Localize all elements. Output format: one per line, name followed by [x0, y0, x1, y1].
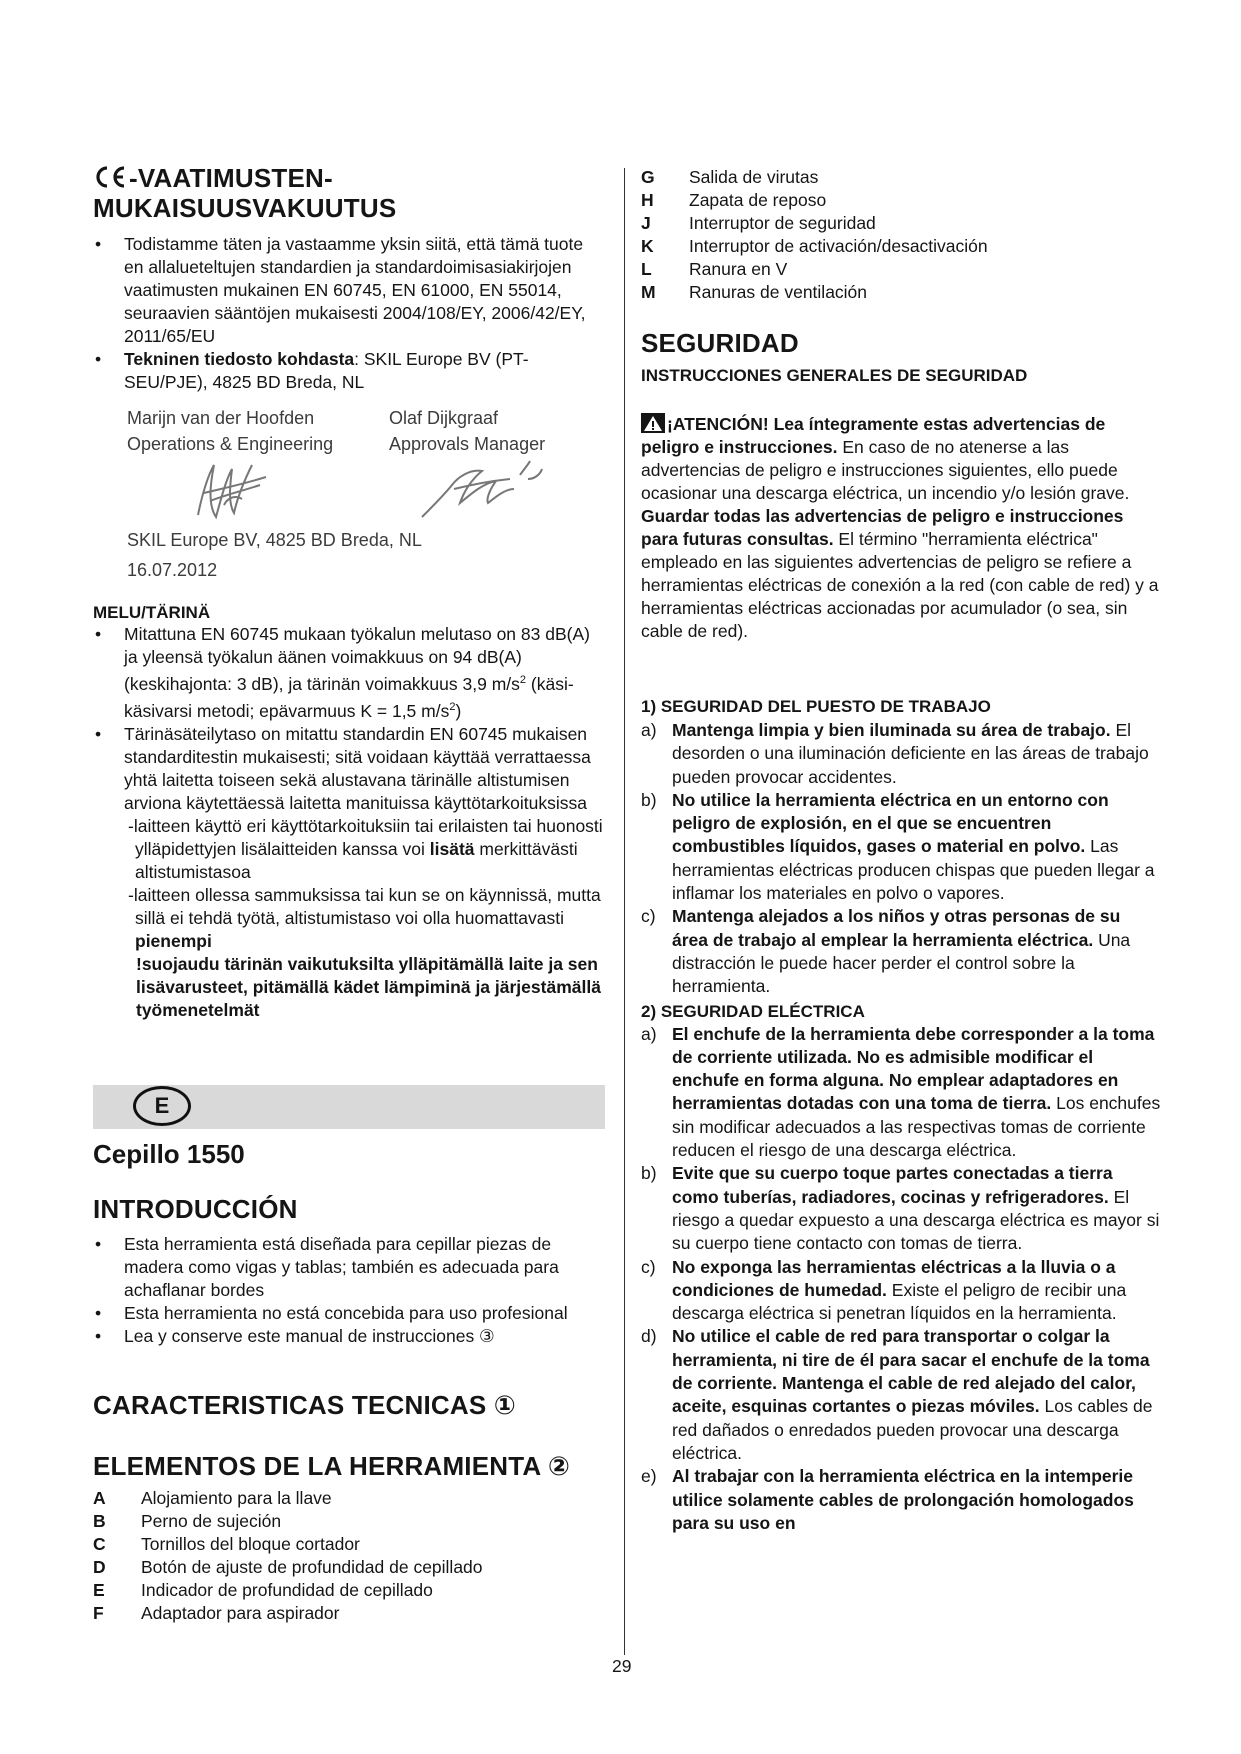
safety-item: b) Evite que su cuerpo toque partes conectadas a tierra como tuberías, radiadores, cocinas y refrigeradores. El riesgo a quedar expuesto a una descarga eléctrica es mayor si su cuerpo tiene contacto con tomas de tierra.	[641, 1163, 1160, 1254]
safety-subtitle: INSTRUCCIONES GENERALES DE SEGURIDAD	[641, 366, 1028, 385]
ce-mark-icon	[93, 165, 129, 189]
declaration-bullets	[93, 233, 605, 394]
column-divider	[624, 168, 625, 1655]
part-label: Salida de virutas	[689, 167, 819, 187]
part-key: K	[641, 236, 654, 256]
part-label: Interruptor de seguridad	[689, 213, 876, 233]
safety-item: c) No exponga las herramientas eléctricas a la lluvia o a condiciones de humedad. Existe el peligro de recibir una descarga eléctrica si penetran líquidos en la herramienta.	[641, 1256, 1127, 1324]
signatory-1-role: Operations & Engineering	[127, 434, 334, 454]
part-key: E	[93, 1580, 105, 1600]
part-label: Adaptador para aspirador	[141, 1603, 340, 1623]
section-2-title: 2) SEGURIDAD ELÉCTRICA	[641, 1001, 865, 1021]
part-label: Interruptor de activación/desactivación	[689, 236, 988, 256]
intro-title: INTRODUCCIÓN	[93, 1194, 298, 1224]
declaration-bullet: • Tekninen tiedosto kohdasta: SKIL Europe BV (PT-SEU/PJE), 4825 BD Breda, NL	[93, 348, 605, 394]
signatory-2	[389, 405, 545, 457]
section-1-title: 1) SEGURIDAD DEL PUESTO DE TRABAJO	[641, 697, 991, 716]
part-key: A	[93, 1488, 106, 1508]
elements-title: ELEMENTOS DE LA HERRAMIENTA ②	[93, 1451, 571, 1481]
intro-bullet: • Lea y conserve este manual de instrucciones ③	[93, 1325, 605, 1348]
signature-company: SKIL Europe BV, 4825 BD Breda, NL	[127, 530, 422, 550]
safety-title: SEGURIDAD	[641, 328, 799, 358]
signatory-2-name: Olaf Dijkgraaf	[389, 408, 499, 428]
safety-warning: ¡ATENCIÓN! Lea íntegramente estas advertencias de peligro e instrucciones. En caso de no atenerse a las advertencias de peligro e instrucciones siguientes, ello puede ocasionar una descarga eléctrica, un incendio y/o lesión grave. Guardar todas las advertencias de peligro e instrucciones para futuras consultas. El término "herramienta eléctrica" empleado en las siguientes advertencias de peligro se refiere a herramientas eléctricas de conexión a la red (con cable de red) y a herramientas eléctricas accionadas por acumulador (o sea, sin cable de red).	[641, 414, 1159, 641]
ce-mark	[93, 163, 129, 193]
part-key: M	[641, 282, 656, 302]
part-label: Tornillos del bloque cortador	[141, 1534, 360, 1554]
page-number: 29	[612, 1656, 632, 1676]
safety-item: c) Mantenga alejados a los niños y otras personas de su área de trabajo al emplear la herramienta eléctrica. Una distracción le puede hacer perder el control sobre la herramienta.	[641, 906, 1131, 997]
part-label: Botón de ajuste de profundidad de cepillado	[141, 1557, 483, 1577]
noise-section	[93, 603, 605, 1022]
signatory-1-name: Marijn van der Hoofden	[127, 408, 315, 428]
part-key: B	[93, 1511, 106, 1531]
intro-bullets	[93, 1233, 605, 1348]
safety-item: d) No utilice el cable de red para transportar o colgar la herramienta, ni tire de él para sacar el enchufe de la toma de corriente. Mantenga el cable de red alejado del calor, aceite, esquinas cortantes o piezas móviles. Los cables de red dañados o enredados pueden provocar una descarga eléctrica.	[641, 1326, 1153, 1463]
intro-bullet: • Esta herramienta no está concebida para uso profesional	[93, 1302, 605, 1325]
safety-item: e) Al trabajar con la herramienta eléctrica en la intemperie utilice solamente cables de prolongación homologados para su uso en	[641, 1466, 1134, 1533]
signature-2-image	[410, 455, 550, 525]
part-key: H	[641, 190, 654, 210]
signature-date: 16.07.2012	[127, 560, 218, 580]
part-key: C	[93, 1534, 106, 1554]
part-key: G	[641, 167, 655, 187]
noise-dash-item: -laitteen ollessa sammuksissa tai kun se on käynnissä, mutta sillä ei tehdä työtä, altistumistaso voi olla huomattavasti pienempi	[128, 884, 601, 951]
part-label: Ranura en V	[689, 259, 788, 279]
part-label: Zapata de reposo	[689, 190, 827, 210]
part-label: Indicador de profundidad de cepillado	[141, 1580, 433, 1600]
part-key: J	[641, 213, 651, 233]
parts-list-left	[93, 1487, 605, 1625]
part-label: Perno de sujeción	[141, 1511, 282, 1531]
noise-bullet: • Tärinäsäteilytaso on mitattu standardin EN 60745 mukaisen standarditestin mukaisesti; sitä voidaan käyttää verrattaessa yhtä laitetta toiseen sekä alustavana tärinälle altistumisen arviona käytettäessä laitetta manituissa käyttötarkoituksissa	[93, 723, 605, 815]
declaration-title-line1: -VAATIMUSTEN-	[129, 163, 333, 193]
parts-list-right	[641, 166, 1161, 304]
part-label: Alojamiento para la llave	[141, 1488, 332, 1508]
signature-footer	[127, 527, 422, 583]
part-key: F	[93, 1603, 104, 1623]
safety-item: b) No utilice la herramienta eléctrica en un entorno con peligro de explosión, en el que se encuentren combustibles líquidos, gases o material en polvo. Las herramientas eléctricas producen chispas que pueden llegar a inflamar los materiales en polvo o vapores.	[641, 789, 1155, 904]
language-bar	[93, 1085, 605, 1129]
safety-section-1	[641, 696, 1161, 1535]
language-badge: E	[133, 1086, 191, 1126]
declaration-bullet: • Todistamme täten ja vastaamme yksin siitä, että tämä tuote en allalueteltujen standardien ja standardoimisasiakirjojen vaatimusten mukainen EN 60745, EN 61000, EN 55014, seuraavien sääntöjen mukaisesti 2004/108/EY, 2006/42/EY, 2011/65/EU	[93, 233, 605, 348]
part-key: D	[93, 1557, 106, 1577]
declaration-title	[93, 163, 605, 223]
safety-item: a) Mantenga limpia y bien iluminada su área de trabajo. El desorden o una iluminación deficiente en las áreas de trabajo pueden provocar accidentes.	[641, 720, 1149, 787]
signature-1-image	[180, 455, 290, 535]
signatory-1	[127, 405, 333, 457]
product-title: Cepillo 1550	[93, 1139, 245, 1169]
noise-heading: MELU/TÄRINÄ	[93, 603, 211, 622]
signatory-2-role: Approvals Manager	[389, 434, 546, 454]
intro-bullet: • Esta herramienta está diseñada para cepillar piezas de madera como vigas y tablas; también es adecuada para achaflanar bordes	[93, 1233, 605, 1302]
safety-item: a) El enchufe de la herramienta debe corresponder a la toma de corriente utilizada. No es admisible modificar el enchufe en forma alguna. No emplear adaptadores en herramientas dotadas con una toma de tierra. Los enchufes sin modificar adecuados a las respectivas tomas de corriente reducen el riesgo de una descarga eléctrica.	[641, 1023, 1161, 1161]
noise-bullet: • Mitattuna EN 60745 mukaan työkalun melutaso on 83 dB(A) ja yleensä työkalun äänen voimakkuus on 94 dB(A) (keskihajonta: 3 dB), ja tärinän voimakkuus 3,9 $m/s^2$ (käsi-käsivarsi metodi; epävarmuus K = 1,5 $m/s^2$)	[93, 623, 605, 723]
noise-note: !suojaudu tärinän vaikutuksilta ylläpitämällä laite ja sen lisävarusteet, pitämällä kädet lämpiminä ja järjestämällä työmenetelmät	[136, 953, 601, 1020]
declaration-title-line2: MUKAISUUSVAKUUTUS	[93, 193, 397, 223]
part-key: L	[641, 259, 652, 279]
warning-triangle-icon	[641, 413, 665, 433]
noise-dash-item: -laitteen käyttö eri käyttötarkoituksiin tai erilaisten tai huonosti ylläpidettyjen lisälaitteiden kanssa voi lisätä merkittävästi altistumistasoa	[128, 815, 603, 882]
specs-title: CARACTERISTICAS TECNICAS ①	[93, 1390, 517, 1420]
part-label: Ranuras de ventilación	[689, 282, 868, 302]
